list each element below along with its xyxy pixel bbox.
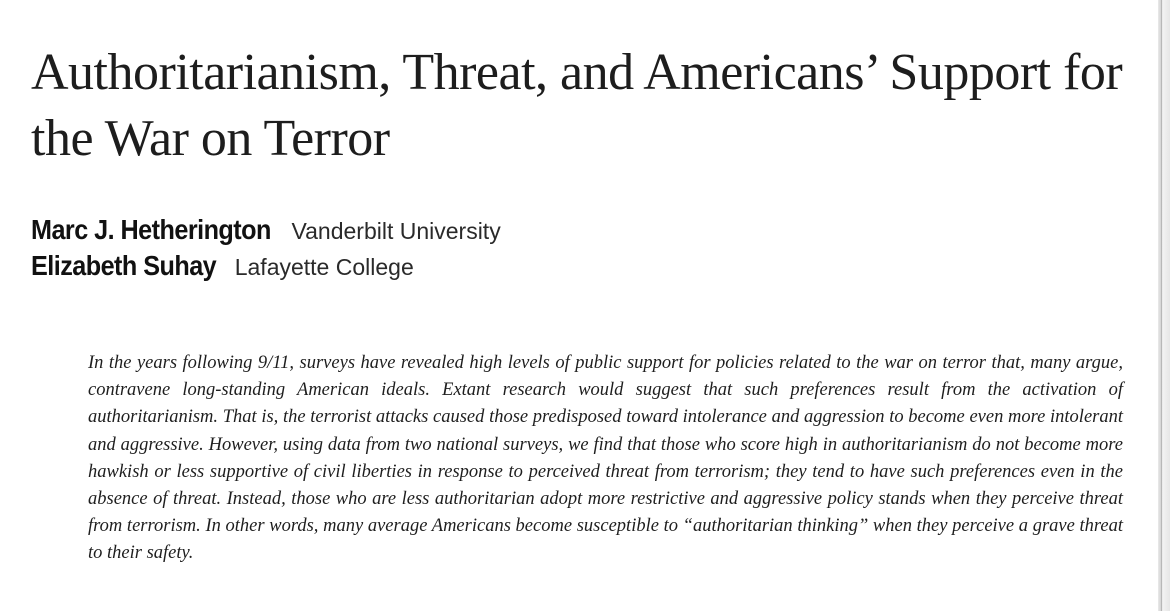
page-edge-line <box>1161 0 1162 611</box>
author-list <box>31 212 831 284</box>
author-affiliation: Vanderbilt University <box>291 218 501 244</box>
author-name: Elizabeth Suhay <box>31 250 217 281</box>
author-affiliation: Lafayette College <box>234 254 414 280</box>
author-entry <box>31 212 831 248</box>
paper-title: Authoritarianism, Threat, and Americans’ Support for the War on Terror <box>31 44 1123 167</box>
abstract-text: In the years following 9/11, surveys have revealed high levels of public support for policies related to the war on terror that, many argue, contravene long-standing American ideals. Extant research would suggest that such preferences result from the activation of authoritarianism. That is, the terrorist attacks caused those predisposed toward intolerance and aggression to become even more intolerant and aggressive. However, using data from two national surveys, we find that those who score high in authoritarianism do not become more hawkish or less supportive of civil liberties in response to perceived threat from terrorism; they tend to have such preferences even in the absence of threat. Instead, those who are less authoritarian adopt more restrictive and aggressive policy stands when they perceive threat from terrorism. In other words, many average Americans become susceptible to “authoritarian thinking” when they perceive a grave threat to their safety. <box>88 353 1123 564</box>
author-name: Marc J. Hetherington <box>31 214 271 245</box>
page-edge-scrollbar <box>1158 0 1170 611</box>
author-entry <box>31 248 831 284</box>
